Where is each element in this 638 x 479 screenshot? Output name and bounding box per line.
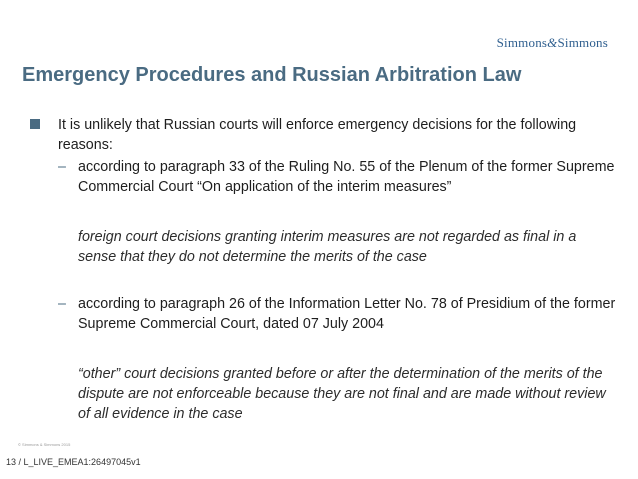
slide-title: Emergency Procedures and Russian Arbitration Law — [22, 64, 522, 86]
square-bullet-icon — [30, 119, 40, 129]
logo-right: Simmons — [557, 35, 608, 50]
note-2: “other” court decisions granted before or after the determination of the merits of the dispute are not enforceable because they are not final and are made without review of all evidence in the case — [78, 366, 606, 422]
note-1: foreign court decisions granting interim measures are not regarded as final in a sense that they do not determine the merits of the case — [78, 229, 577, 265]
sub-bullet-2 — [58, 294, 618, 334]
dash-icon: – — [58, 296, 66, 312]
dash-icon: – — [58, 159, 66, 175]
sub-bullet-2-text: according to paragraph 26 of the Information Letter No. 78 of Presidium of the former Supreme Commercial Court, dated 07 July 2004 — [78, 296, 616, 332]
logo-ampersand: & — [547, 35, 558, 50]
sub-bullet-1 — [58, 157, 618, 197]
logo-left: Simmons — [496, 35, 548, 50]
simmons-logo — [497, 35, 608, 51]
document-reference: 13 / L_LIVE_EMEA1:26497045v1 — [6, 457, 141, 467]
main-bullet — [30, 115, 620, 155]
main-bullet-text: It is unlikely that Russian courts will enforce emergency decisions for the following reasons: — [58, 117, 577, 153]
sub-bullet-1-text: according to paragraph 33 of the Ruling No. 55 of the Plenum of the former Supreme Commercial Court “On application of the interim measures” — [78, 159, 615, 195]
copyright-text: © Simmons & Simmons 2015 — [18, 442, 71, 447]
